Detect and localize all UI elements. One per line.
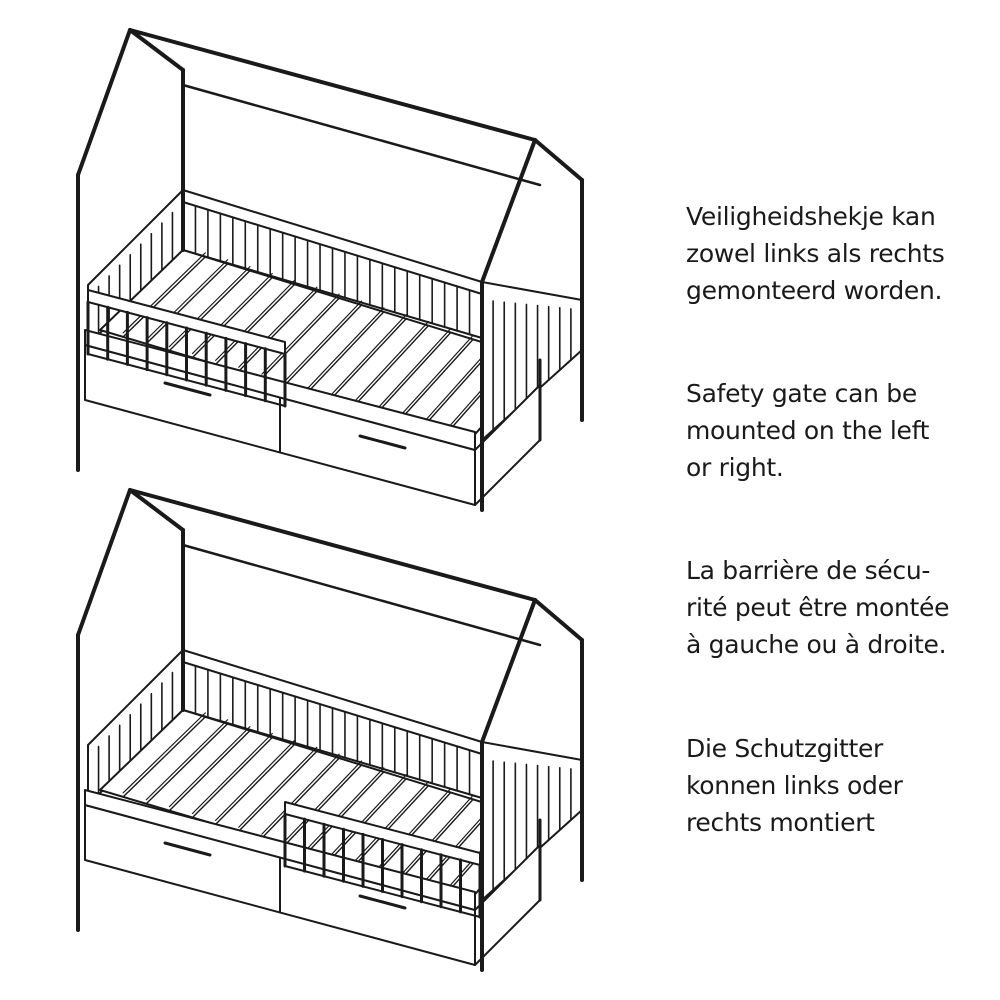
bed-illustration-gate-right — [78, 490, 582, 970]
roof-rafter-head-front — [78, 30, 130, 175]
caption-english: Safety gate can be mounted on the left or right. — [686, 379, 930, 482]
roof-crossbar — [183, 85, 540, 185]
caption-column — [686, 0, 986, 1000]
roof-rafter-foot-front — [482, 600, 535, 742]
roof-ridge — [130, 30, 535, 140]
bed-illustration-gate-left — [78, 30, 582, 510]
caption-dutch: Veiligheidshekje kan zowel links als rechts gemonteerd worden. — [686, 202, 945, 305]
roof-ridge — [130, 490, 535, 600]
caption-french: La barrière de sécu- rité peut être montée à gauche ou à droite. — [686, 556, 950, 659]
roof-rafter-foot-back — [535, 600, 582, 640]
roof-rafter-foot-front — [482, 140, 535, 282]
caption-german: Die Schutzgitter konnen links oder rechts montiert — [686, 734, 903, 837]
roof-crossbar — [183, 545, 540, 645]
roof-rafter-foot-back — [535, 140, 582, 180]
roof-rafter-head-front — [78, 490, 130, 635]
